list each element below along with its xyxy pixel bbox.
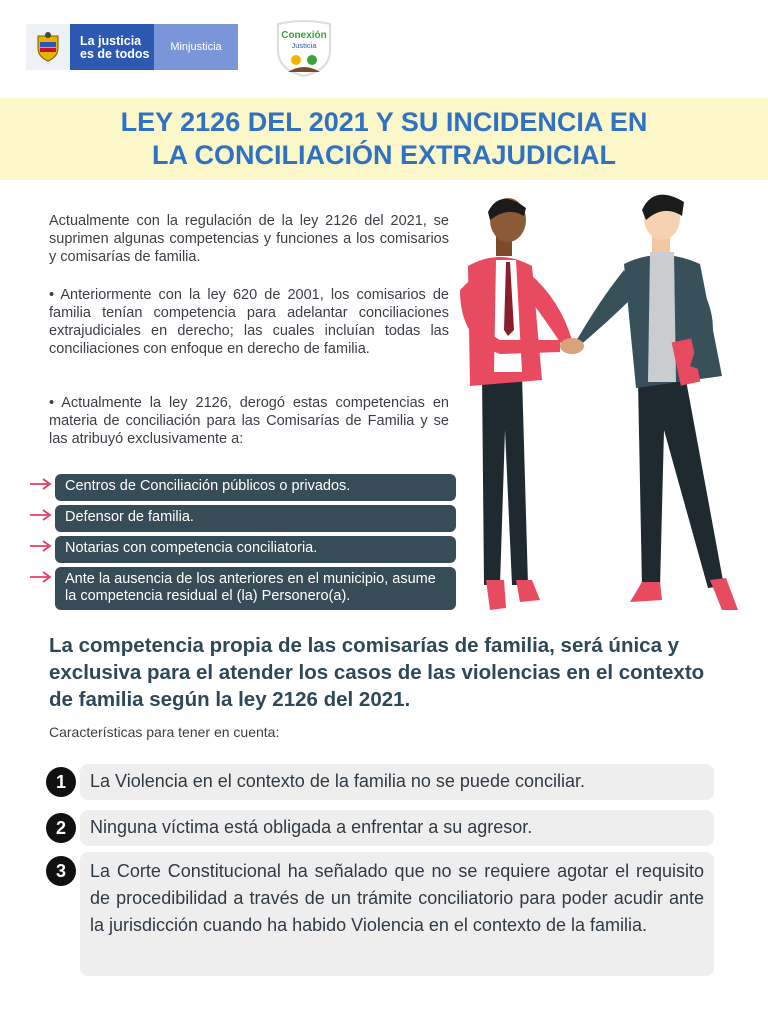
list-item <box>30 536 456 564</box>
logo-slogan <box>70 24 154 70</box>
list-item-text: Ante la ausencia de los anteriores en el municipio, asume la competencia residual el (la) Personero(a). <box>55 567 456 610</box>
list-item <box>30 567 456 611</box>
arrow-right-icon <box>30 509 52 521</box>
man-left-figure <box>460 198 572 610</box>
arrow-right-icon <box>30 571 52 583</box>
man-right-figure <box>568 195 738 610</box>
paragraph-previous-law: • Anteriormente con la ley 620 de 2001, los comisarios de familia tenían competencia para adelantar conciliaciones extrajudiciales en derecho; las cuales incluían todas las conciliaciones con enfoque en derecho de familia. <box>49 287 449 357</box>
highlight-statement: La competencia propia de las comisarías de familia, será única y exclusiva para el atender los casos de las violencias en el contexto de familia según la ley 2126 del 2021. <box>49 634 705 711</box>
list-item-text: Notarias con competencia conciliatoria. <box>55 536 456 563</box>
coat-of-arms-icon <box>26 24 70 70</box>
list-item <box>30 474 456 502</box>
list-item-text: Centros de Conciliación públicos o privados. <box>55 474 456 501</box>
conexion-title: Conexión <box>281 30 327 41</box>
handshake-hands <box>560 338 584 354</box>
paragraph-current-law: • Actualmente la ley 2126, derogó estas competencias en materia de conciliación para las Comisarías de Familia y se las atribuyó exclusivamente a: <box>49 395 449 447</box>
page-title <box>0 106 768 172</box>
logo-slogan-line2: es de todos <box>80 47 150 61</box>
list-item-text: La Corte Constitucional ha señalado que no se requiere agotar el requisito de procedibilidad a través de un trámite conciliatorio para poder acudir ante la jurisdicción cuando ha habido Violencia en el contexto de la familia. <box>80 852 714 976</box>
number-badge: 2 <box>46 813 76 843</box>
title-line-1: LEY 2126 DEL 2021 Y SU INCIDENCIA EN <box>120 107 648 137</box>
list-item <box>46 852 714 980</box>
list-item-text: La Violencia en el contexto de la familia no se puede conciliar. <box>80 764 714 800</box>
conexion-subtitle: Justicia <box>291 41 317 50</box>
arrow-right-icon <box>30 540 52 552</box>
characteristics-heading: Características para tener en cuenta: <box>49 724 280 740</box>
handshake-illustration <box>460 190 750 620</box>
arrow-right-icon <box>30 478 52 490</box>
title-line-2: LA CONCILIACIÓN EXTRAJUDICIAL <box>152 140 616 170</box>
number-badge: 3 <box>46 856 76 886</box>
paragraph-intro: Actualmente con la regulación de la ley 2126 del 2021, se suprimen algunas competencias y funciones a los comisarios y comisarías de familia. <box>49 213 449 265</box>
list-item <box>30 505 456 533</box>
logo-minjusticia: Minjusticia <box>154 24 238 70</box>
minjusticia-logo <box>26 24 238 70</box>
list-item-text: Defensor de familia. <box>55 505 456 532</box>
list-item <box>46 762 714 802</box>
logo-slogan-line1: La justicia <box>80 34 142 48</box>
list-item-text: Ninguna víctima está obligada a enfrentar a su agresor. <box>80 810 714 846</box>
list-item <box>46 808 714 848</box>
conexion-justicia-logo <box>272 20 336 78</box>
number-badge: 1 <box>46 767 76 797</box>
